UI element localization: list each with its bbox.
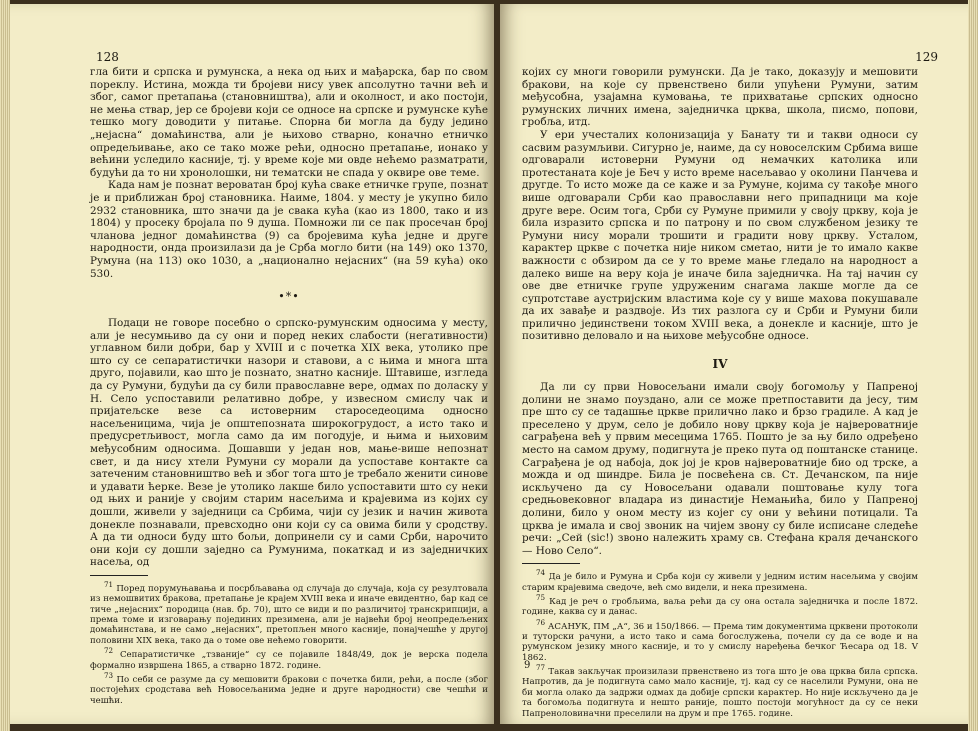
page-edges-right bbox=[968, 0, 978, 731]
footnote-rule bbox=[90, 575, 148, 576]
footnote: $^{76}$ АСАНУК, ПМ „А“, 36 и 150/1866. — Према тим документима црквени протоколи и туторски рачуни, а исто тако и сама богослужења, почели су да се воде и на румунском језику много касније, и то у смислу наређења бечког Ћесара од 18. V 1862. bbox=[522, 617, 919, 663]
paragraph: У ери учесталих колонизација у Банату ти и такви односи су сасвим разумљиви. Сигурно је, наиме, да су новоселским Србима више одговарали истоверни Румуни од немачких католика или протестаната које је Беч у исто време насељавао у околини Панчева и другде. То исто може да се каже и за Румуне, којима су такође много више одговарали Срби као православни него припадници ма које друге вере. Осим тога, Срби су Румуне примили у своју цркву, која је била изразито српска и по патрону и по свом службеном језику те Румуни нису морали трошити и градити нову цркву. Усталом, карактер цркве с почетка није ником сметао, нити је то имало какве важности с обзиром да се у то време мање гледало на народност а далеко више на веру која је иначе била заједничка. На тај начин су ове две етничке групе удруженим снагама лакше могле да се супротставе аустријским властима које су у више махова покушавале да их завађе и раздвоје. Из тих разлога су и Срби и Румуни били прилично јединствени током XVIII века, а донекле и касније, што је позитивно деловало и на њихове међусобне односе. bbox=[522, 128, 918, 343]
paragraph: којих су многи говорили румунски. Да је тако, доказују и мешовити бракови, на које су првенствено били упућени Румуни, затим међусобна, узајамна кумовања, те прихватање српских односно румунских личних имена, заједничка црква, школа, писмо, попови, гробља, итд. bbox=[522, 66, 918, 129]
right-page bbox=[500, 4, 968, 724]
paragraph: Подаци не говоре посебно о српско-румунским односима у месту, али је несумњиво да су они и поред неких слабости (негативности) углавном били добри, бар у XVIII и с почетка XIX века, утолико пре што су се сепаратистички назори и ставови, а с њима и многа шта друго, појавили, као што је познато, знатно касније. Штавише, изгледа да су Румуни, будући да су били православне вере, одмах по доласку у Н. Село успоставили релативно добре, у извесном смислу чак и пријатељске везе са истоверним староседеоцима односно насељеницима, чија је општепознатa широкогрудост, а исто тако и предусретљивост, могла само да им погодује, и њима и њиховим међусобним односима. Дошавши у један нов, мање-више непознат свет, и да нису хтели Румуни су морали да успоставе контакте са затеченим становништво већ и због тога што је требало женити синове и удавати ћерке. Везе је утолико лакше било успоставити што су неки од њих и раније у својим старим насељима и крајевима из којих су дошли, живели у заједници са Србима, чији су језик и начин живота донекле познавали, превсходно они који су са овима били у сродству. А да ти односи буду што бољи, допринели су и сами Срби, нарочито они који су дошли заједно са Румунима, покаткад и из заједничких насеља, од bbox=[90, 317, 488, 569]
page-number: 128 bbox=[96, 50, 119, 64]
section-separator: •*• bbox=[278, 290, 300, 304]
left-text-column bbox=[90, 66, 488, 706]
signature-mark: 9 bbox=[524, 660, 531, 671]
footnote: $^{75}$ Кад је реч о гробљима, ваља рећи да су она остала заједничка и после 1872. године, каква су и данас. bbox=[522, 593, 918, 618]
page-number: 129 bbox=[915, 50, 938, 64]
paragraph: Када нам је познат вероватан број кућа сваке етничке групе, познат је и приближан број становника. Наиме, 1804. у месту је укупно било 2932 становника, што значи да је свака кућа (као из 1800, тако и из 1804) у просеку бројала по 9 душа. Помножи ли се пак просечан број чланова једног домаћинства (9) са бројевима кућа једне и друге народности, онда произилази да је Срба могло бити (на 149) око 1370, Румуна (на 113) око 1030, а „национално нејасних“ (на 59 кућа) око 530. bbox=[90, 179, 488, 280]
section-heading: IV bbox=[712, 357, 728, 372]
paragraph: Да ли су први Новосељани имали своју богомољу у Папреној долини не знамо поуздано, али се може претпоставити да јесу, тим пре што су се тадашње цркве прилично лако и брзо градиле. А кад је преселено у друм, село је добило нову цркву која је највероватније саграђена већ у првим месецима 1765. Пошто је за њу било одређено место на самом друму, подигнута је преко пута од поштанске станице. Саграђена је од набоја, док јој је кров највероватније био од трске, а можда и од шиндре. Била је посвећена св. Ст. Дечанском, па није искључено да су Новосељани одавали поштовање кулу тога средњовековног владара из династије Немањића, било у Папреној долини, било у оном месту из којег су они у већини потицали. Та црква је имала и свој звоник на чијем звону су биле исписане следеће речи: „Сей (sic!) звоно належить храму св. Стефана краля дечанского — Ново Село“. bbox=[522, 381, 918, 557]
right-text-column bbox=[522, 66, 918, 719]
footnote: $^{72}$ Сепаратистичке „тзваније“ су се појавиле 1848/49, док је верска подела формално извршена 1865, а стварно 1872. године. bbox=[90, 646, 488, 671]
footnote: $^{71}$ Поред порумуњавања и посрбљавања од случаја до случаја, која су резултовала из немошвитих бракова, претапање је крајем XVIII века и иначе евидентно, бар кад се тиче „нејасних“ породица (нав. бр. 70), што се види и по различитој транскрипцији, а према томе и изговарању појединих презимена, али је највећи број неопредељених домаћинстава, и не само „нејасних“, претопљен много касније, понајчешће у другој половини XIX века, тако да о томе ове нећемо говорити. bbox=[90, 579, 488, 646]
paragraph: гла бити и српска и румунска, а нека од њих и мађарска, бар по свом пореклу. Истина, можда ти бројеви нису увек апсолутно тачни већ и због, самог претапања (становништва), али и околност, и ако постоји, не мења ствар, јер се бројеви који се односе на српске и румунске куће тешко могу доводити у питање. Спорна би могла да буду једино „нејасна“ домаћинства, али је њихово стварно, коначно етничко опредељивање, ако се тако може рећи, односно претапање, ионако у већини уследило касније, тј. у време које ми овде нећемо разматрати, будући да то ни хронолошки, ни тематски не спада у оквире ове теме. bbox=[90, 66, 488, 179]
footnote: $^{74}$ Да је било и Румуна и Срба који су живели у једним истим насељима у својим старим крајевима сведоче, већ смо видели, и нека презимена. bbox=[522, 568, 918, 593]
footnote: $^{73}$ По себи се разуме да су мешовити бракови с почетка били, рећи, а после (због постојећих сродстава већ Новосељанима једне и друге народности) све чешћи и чешћи. bbox=[90, 670, 488, 706]
page-edges-left bbox=[0, 0, 10, 731]
left-page bbox=[10, 4, 494, 724]
footnote-rule bbox=[522, 563, 580, 564]
footnote: $^{77}$ Такав закључак произилази првенствено из тога што је ова црква била српска. Напротив, да је подигнута само мало касније, тј. кад су се населили Румуни, она не би могла олако да задржи одмах да добије српски карактер. Но није искључено да је та богомоља подигнута и нешто раније, пошто постоји могућност да су се неки Папреноловиначни преселили на друм и пре 1765. године. bbox=[522, 663, 918, 719]
